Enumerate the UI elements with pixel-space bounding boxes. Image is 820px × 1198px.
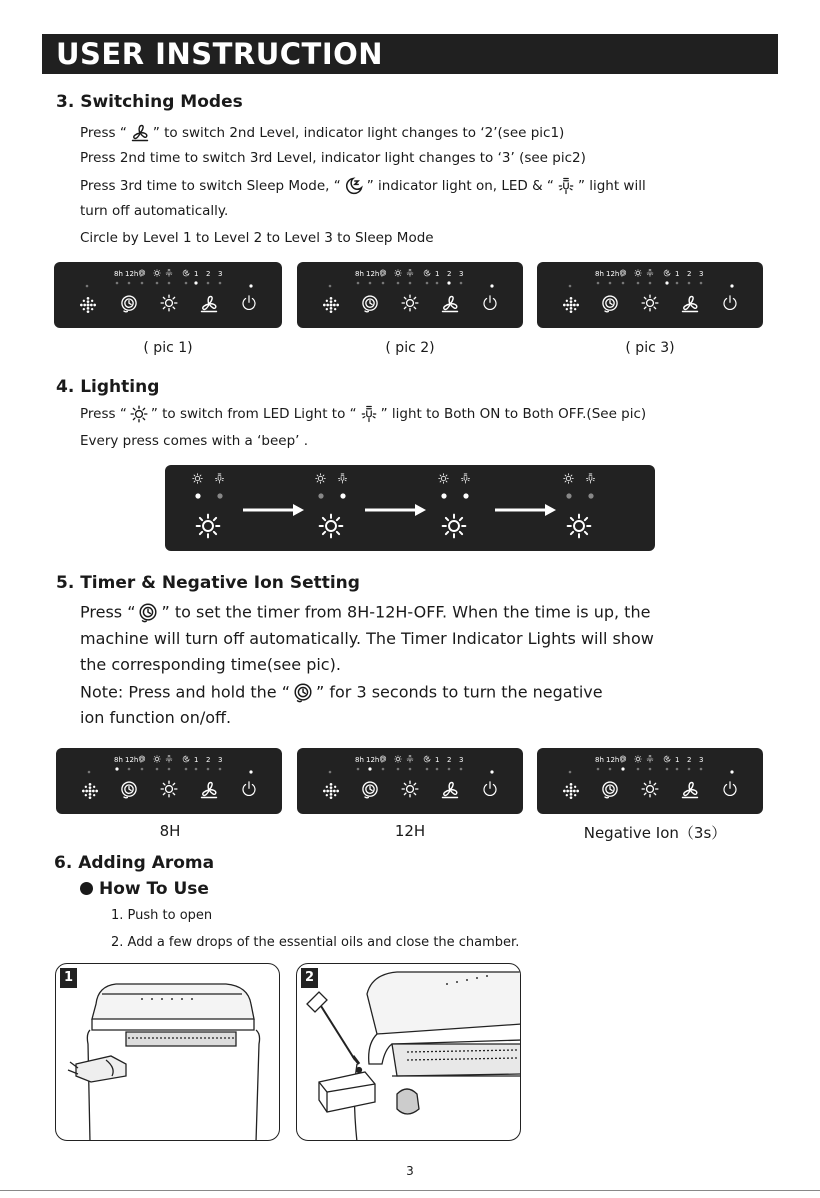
- svg-text:1: 1: [194, 270, 199, 278]
- step-badge-1: 1: [60, 968, 77, 988]
- svg-text:8h: 8h: [595, 270, 604, 278]
- s4-line-1: Press “ ” to switch from LED Light to “ ” light to Both ON to Both OFF.(See pic): [80, 406, 647, 422]
- caption-12h: 12H: [394, 822, 426, 840]
- lighting-state-4: [564, 474, 595, 538]
- svg-text:12h: 12h: [125, 270, 139, 278]
- page-header-banner: [42, 34, 778, 74]
- sun-icon: [130, 405, 148, 423]
- svg-text:3: 3: [218, 270, 223, 278]
- svg-text:1: 1: [435, 756, 440, 764]
- control-panel-pic1: [54, 262, 282, 328]
- svg-text:3: 3: [459, 270, 464, 278]
- svg-text:3: 3: [699, 756, 704, 764]
- svg-text:3: 3: [218, 756, 223, 764]
- svg-text:8h: 8h: [355, 270, 364, 278]
- s5-line-2: machine will turn off automatically. The Timer Indicator Lights will show: [80, 629, 654, 648]
- s3-line-4: turn off automatically.: [80, 203, 229, 219]
- section-heading-timer: 5. Timer & Negative Ion Setting: [56, 573, 360, 593]
- lighting-state-3: [439, 474, 470, 538]
- night-light-icon: [360, 405, 378, 423]
- svg-text:8h: 8h: [114, 270, 123, 278]
- svg-text:3: 3: [699, 270, 704, 278]
- caption-negative-ion: Negative Ion（3s）: [583, 824, 727, 842]
- control-panel-12h: [297, 748, 523, 814]
- svg-text:8h: 8h: [114, 756, 123, 764]
- svg-text:1: 1: [435, 270, 440, 278]
- svg-text:12h: 12h: [125, 756, 139, 764]
- s5-line-4: Note: Press and hold the “ ” for 3 seconds to turn the negative: [80, 682, 603, 704]
- lighting-sequence-panel: [165, 465, 655, 551]
- caption-pic1: ( pic 1): [143, 340, 193, 356]
- s3-line-1: Press “ ” to switch 2nd Level, indicator light changes to ‘2’(see pic1): [80, 125, 565, 141]
- control-panel-pic2: [297, 262, 523, 328]
- svg-text:1: 1: [675, 756, 680, 764]
- svg-text:2: 2: [687, 270, 692, 278]
- illustration-push-open: [55, 963, 280, 1141]
- s5-line-3: the corresponding time(see pic).: [80, 655, 341, 674]
- s4-line-2: Every press comes with a ‘beep’ .: [80, 433, 309, 449]
- caption-pic3: ( pic 3): [625, 340, 675, 356]
- svg-text:2: 2: [206, 756, 211, 764]
- control-panel-8h: [56, 748, 282, 814]
- step-2: 2. Add a few drops of the essential oils and close the chamber.: [111, 935, 520, 950]
- svg-text:2: 2: [447, 756, 452, 764]
- night-light-icon: [557, 177, 575, 195]
- step-1: 1. Push to open: [111, 908, 213, 923]
- svg-text:2: 2: [447, 270, 452, 278]
- bottom-divider: [0, 1190, 820, 1191]
- lighting-state-1: [193, 474, 224, 538]
- s3-line-5: Circle by Level 1 to Level 2 to Level 3 to Sleep Mode: [80, 230, 434, 246]
- fan-icon: [130, 123, 150, 143]
- how-to-use-heading: How To Use: [80, 879, 209, 899]
- control-panel-negative-ion: [537, 748, 763, 814]
- svg-text:3: 3: [459, 756, 464, 764]
- step-badge-2: 2: [301, 968, 318, 988]
- s5-line-1: Press “ ” to set the timer from 8H-12H-OFF. When the time is up, the: [80, 602, 650, 624]
- svg-text:12h: 12h: [366, 756, 380, 764]
- timer-icon: [137, 602, 159, 624]
- s3-line-3: Press 3rd time to switch Sleep Mode, “ ” indicator light on, LED & “ ” light will: [80, 178, 646, 194]
- page-number: 3: [406, 1164, 414, 1178]
- svg-text:8h: 8h: [595, 756, 604, 764]
- svg-text:12h: 12h: [366, 270, 380, 278]
- sleep-mode-icon: [344, 176, 364, 196]
- svg-text:1: 1: [194, 756, 199, 764]
- illustration-add-oil: [296, 963, 521, 1141]
- timer-icon: [292, 682, 314, 704]
- caption-pic2: ( pic 2): [385, 340, 435, 356]
- svg-text:1: 1: [675, 270, 680, 278]
- svg-text:2: 2: [206, 270, 211, 278]
- svg-text:8h: 8h: [355, 756, 364, 764]
- svg-text:12h: 12h: [606, 756, 620, 764]
- s5-line-5: ion function on/off.: [80, 708, 232, 727]
- bullet-icon: [80, 882, 93, 895]
- caption-8h: 8H: [159, 822, 181, 840]
- control-panel-pic3: [537, 262, 763, 328]
- page-title: USER INSTRUCTION: [56, 37, 384, 71]
- section-heading-switching-modes: 3. Switching Modes: [56, 92, 243, 112]
- svg-text:12h: 12h: [606, 270, 620, 278]
- section-heading-lighting: 4. Lighting: [56, 377, 160, 397]
- section-heading-adding-aroma: 6. Adding Aroma: [54, 853, 215, 873]
- svg-text:2: 2: [687, 756, 692, 764]
- s3-line-2: Press 2nd time to switch 3rd Level, indicator light changes to ‘3’ (see pic2): [80, 150, 586, 166]
- lighting-state-2: [316, 474, 347, 538]
